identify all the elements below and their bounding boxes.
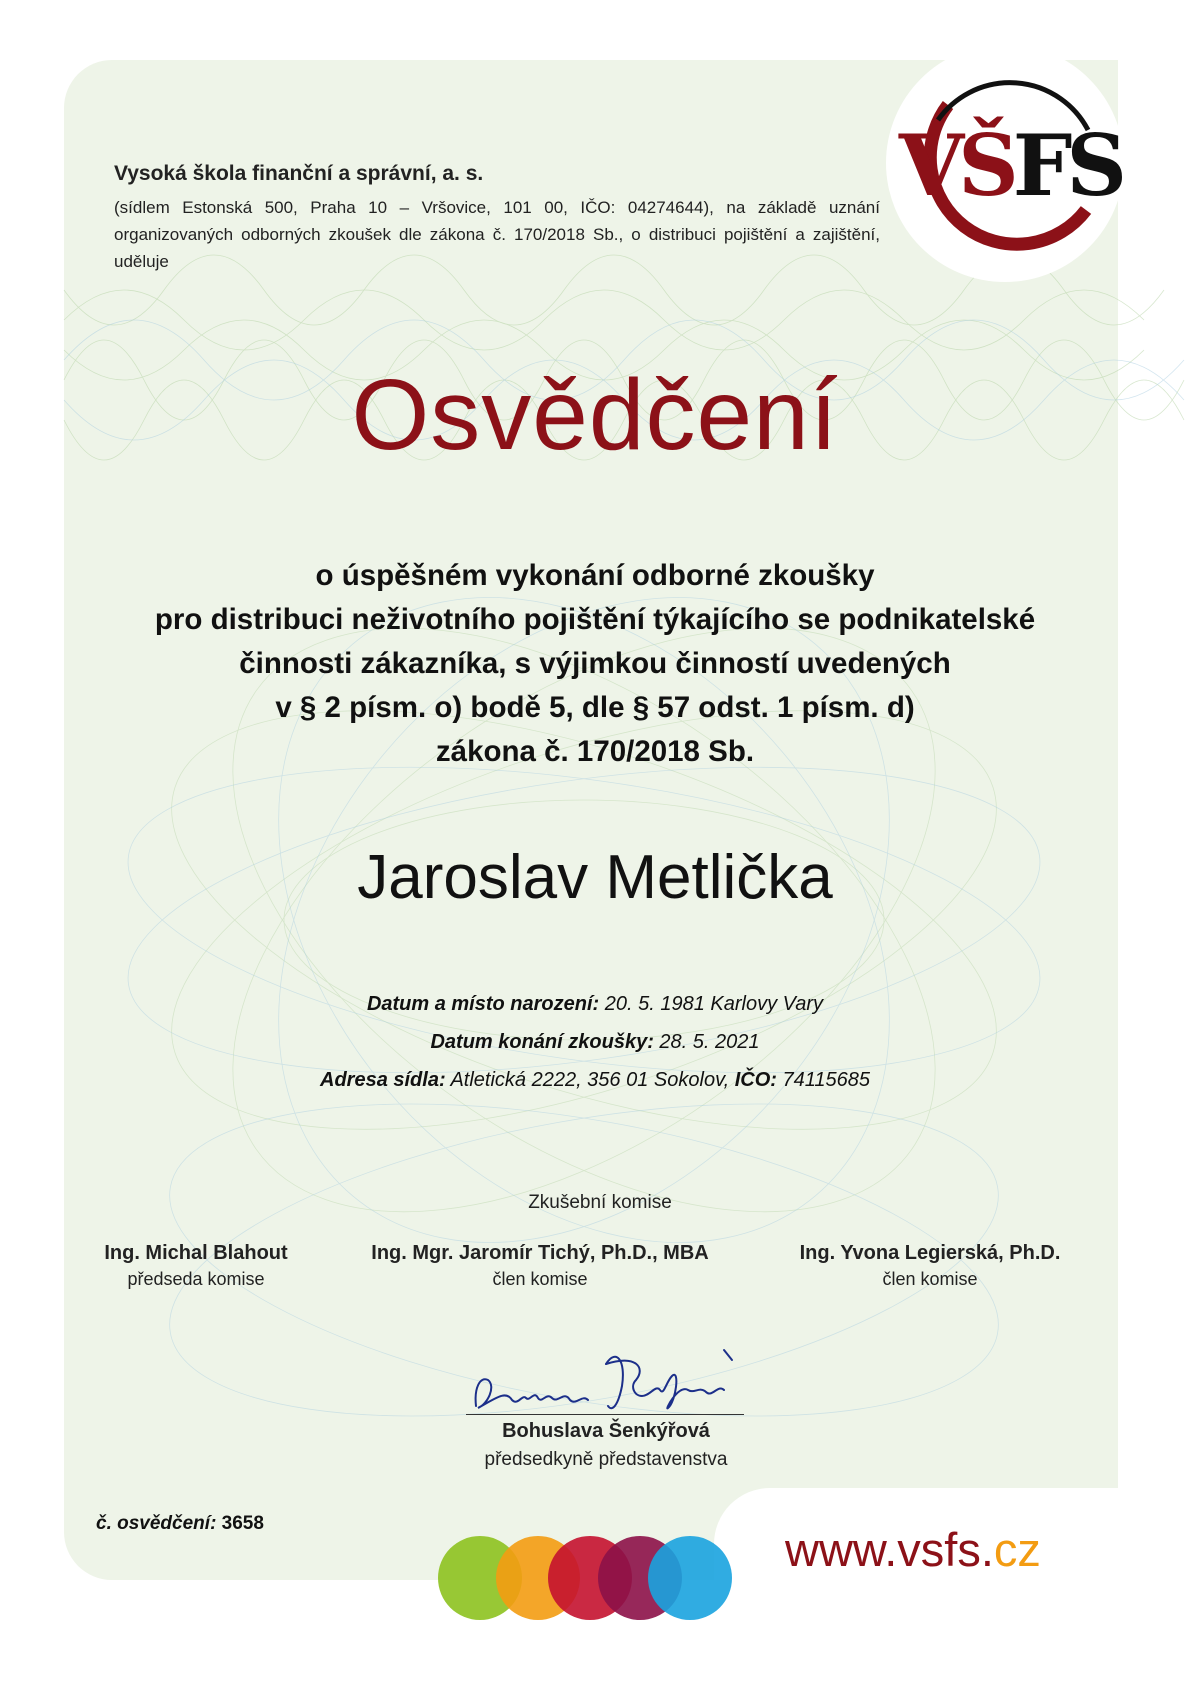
- logo-letter: F: [1012, 116, 1067, 215]
- website-url[interactable]: [785, 1522, 1041, 1577]
- subtitle-line: pro distribuci neživotního pojištění týkajícího se podnikatelské: [154, 603, 1036, 636]
- committee-member: [760, 1242, 1100, 1290]
- certificate-number-label: č. osvědčení: [96, 1513, 211, 1534]
- committee-member: [340, 1242, 740, 1290]
- member-role: člen komise: [882, 1269, 978, 1289]
- handwritten-signature: [466, 1340, 746, 1420]
- exam-date-value: 28. 5. 2021: [659, 1031, 760, 1053]
- issuer-block: [114, 162, 880, 275]
- certificate-number-value: 3658: [221, 1513, 264, 1534]
- website-tld: cz: [993, 1523, 1041, 1576]
- decorative-color-dots: [440, 1568, 730, 1624]
- member-name: Ing. Michal Blahout: [104, 1242, 288, 1264]
- subtitle-line: v § 2 písm. o) bodě 5, dle § 57 odst. 1 písm. d): [275, 691, 915, 724]
- subtitle-line: o úspěšném vykonání odborné zkoušky: [315, 559, 875, 592]
- address-row: [0, 1061, 1190, 1099]
- logo-letter: Š: [958, 116, 1013, 215]
- ico-label: IČO:: [734, 1069, 777, 1091]
- vsfs-logo: [898, 60, 1122, 260]
- certificate-title: Osvědčení: [351, 359, 839, 471]
- certificate-number: č. osvědčení: 3658: [96, 1513, 264, 1534]
- member-role: předseda komise: [127, 1269, 265, 1289]
- address-value: Atletická 2222, 356 01 Sokolov,: [450, 1069, 730, 1091]
- exam-date-row: [0, 1023, 1190, 1061]
- logo-lettering: [898, 116, 1123, 215]
- member-name: Ing. Mgr. Jaromír Tichý, Ph.D., MBA: [371, 1242, 709, 1264]
- signatory-role: předsedkyně představenstva: [484, 1449, 728, 1470]
- certificate-subtitle: [70, 554, 1120, 774]
- issuer-name: Vysoká škola finanční a správní, a. s.: [114, 162, 484, 185]
- holder-details: [0, 985, 1190, 1099]
- committee-member: [66, 1242, 326, 1290]
- website-main: www.vsfs.: [785, 1523, 994, 1576]
- member-name: Ing. Yvona Legierská, Ph.D.: [799, 1242, 1061, 1264]
- logo-letter: V: [898, 116, 959, 215]
- logo-letter: S: [1066, 116, 1122, 215]
- subtitle-line: zákona č. 170/2018 Sb.: [435, 735, 755, 768]
- address-label: Adresa sídla:: [320, 1069, 446, 1091]
- member-role: člen komise: [492, 1269, 588, 1289]
- committee-title: Zkušební komise: [528, 1192, 672, 1213]
- subtitle-line: činnosti zákazníka, s výjimkou činností uvedených: [239, 647, 951, 680]
- ico-value: 74115685: [782, 1069, 870, 1091]
- issuer-statement: (sídlem Estonská 500, Praha 10 – Vršovice, 101 00, IČO: 04274644), na základě uznání organizovaných odborných zkoušek dle zákona č. 170/2018 Sb., o distribuci pojištění a zajištění, uděluje: [114, 198, 880, 271]
- signature-line: [466, 1414, 744, 1415]
- birth-value: 20. 5. 1981 Karlovy Vary: [604, 993, 824, 1015]
- birth-row: [0, 985, 1190, 1023]
- signatory-name: Bohuslava Šenkýřová: [502, 1420, 710, 1442]
- signatory-block: [400, 1420, 812, 1471]
- color-dot: [648, 1536, 732, 1620]
- holder-name: Jaroslav Metlička: [357, 843, 833, 912]
- birth-label: Datum a místo narození:: [366, 993, 600, 1015]
- exam-date-label: Datum konání zkoušky:: [430, 1031, 654, 1053]
